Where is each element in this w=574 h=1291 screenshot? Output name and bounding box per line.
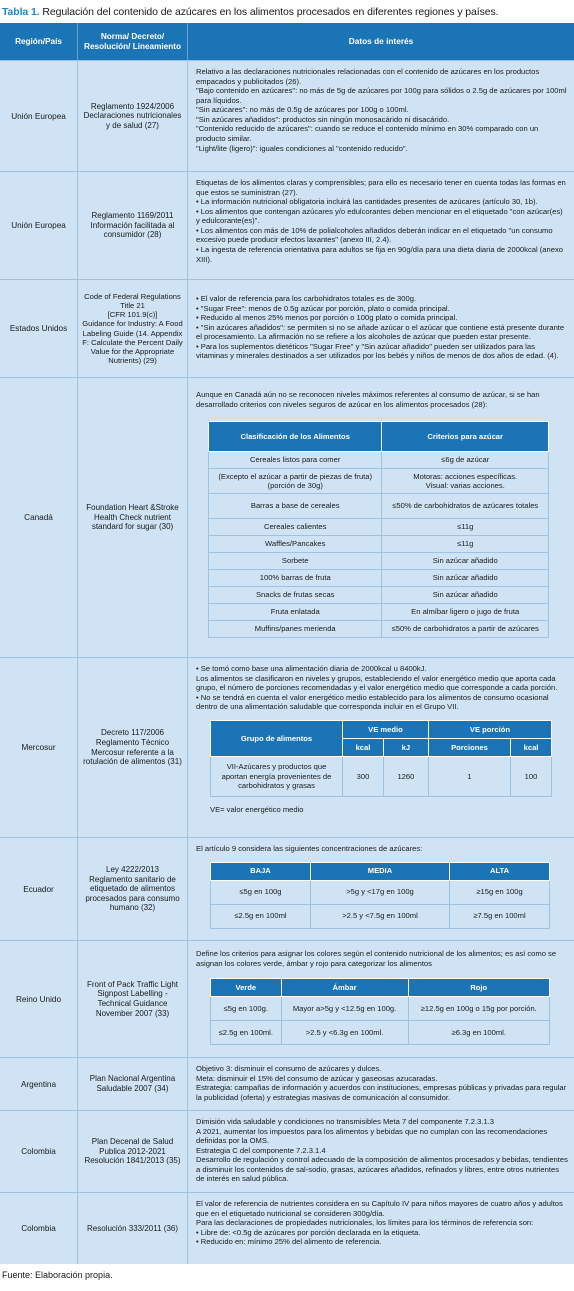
- cell: ≥6.3g en 100ml.: [408, 1021, 549, 1045]
- header-norma: Norma/ Decreto/ Resolución/ Lineamiento: [78, 23, 188, 60]
- cell: Sorbete: [209, 553, 382, 570]
- cell: (Excepto el azúcar a partir de piezas de fruta) (porción de 30g): [209, 469, 382, 494]
- cell: ≤50% de carbohidratos de azúcares totales: [382, 494, 549, 519]
- table-header: [0, 23, 574, 60]
- row-norma: Reglamento 1924/2006 Declaraciones nutricionales y de salud (27): [78, 61, 188, 171]
- cell: ≤11g: [382, 519, 549, 536]
- cell: >2.5 y <7.5g en 100ml: [310, 904, 449, 928]
- table-row: [0, 377, 574, 657]
- table-footer: Fuente: Elaboración propia.: [2, 1270, 113, 1280]
- ecuador-levels-table: [210, 862, 550, 929]
- row-norma: Code of Federal Regulations Title 21 [CFR 101.9(c)] Guidance for Industry: A Food Labeling Guide (14. Appendix F: Calculate the Percent Daily Value for the Appropriate Nutrients) (29): [78, 280, 188, 377]
- table-row: [0, 171, 574, 279]
- table-row: [0, 279, 574, 377]
- table-row: [0, 657, 574, 837]
- cell: En almíbar ligero o jugo de fruta: [382, 604, 549, 621]
- cell: 1: [428, 756, 510, 796]
- caption-text: Regulación del contenido de azúcares en los alimentos procesados en diferentes regiones y países.: [42, 6, 499, 18]
- cell: ≤6g de azúcar: [382, 452, 549, 469]
- row-region: Unión Europea: [0, 61, 78, 171]
- table-row: [0, 940, 574, 1057]
- cell: Muffins/panes merienda: [209, 621, 382, 638]
- cell: Sin azúcar añadido: [382, 553, 549, 570]
- row-region: Colombia: [0, 1111, 78, 1192]
- row-text: Etiquetas de los alimentos claras y comprensibles; para ello es necesario tener en cuenta todas las formas en que estos se suministran (27). • La información nutricional obligatoria incluirá las cantidades presentes de azúcares (artículo 30, 1b). • Los alimentos que contengan azúcares y/o edulcorantes deben mencionar en el etiquetado "con azúcar(es) y edulcorante(es)". • Los alimentos con más de 10% de polialcoholes añadidos deberán indicar en el etiquetado "un consumo excesivo puede producir efectos laxantes" (anexo III, 2.4). • La ingesta de referencia orientativa para adultos se fija en 90g/día para una dieta diaria de 2000kcal (anexo XIII).: [196, 178, 566, 264]
- row-region: Argentina: [0, 1058, 78, 1110]
- cell: >5g y <17g en 100g: [310, 880, 449, 904]
- row-region: Ecuador: [0, 838, 78, 940]
- row-norma: Ley 4222/2013 Reglamento sanitario de etiquetado de alimentos procesados para consumo humano (32): [78, 838, 188, 940]
- table-header-cell: kJ: [383, 738, 428, 756]
- cell: ≤2.5g en 100ml: [211, 904, 311, 928]
- canada-criteria-table: [208, 421, 549, 638]
- table-header-cell: BAJA: [211, 862, 311, 880]
- cell: ≤2.5g en 100ml.: [211, 1021, 282, 1045]
- table-header-cell: Criterios para azúcar: [382, 422, 549, 452]
- table-caption: [2, 6, 498, 18]
- cell: ≥7.5g en 100ml: [450, 904, 550, 928]
- row-region: Estados Unidos: [0, 280, 78, 377]
- row-norma: Foundation Heart &Stroke Health Check nutrient standard for sugar (30): [78, 378, 188, 657]
- table-row: [0, 1057, 574, 1110]
- table-header-cell: VE porción: [428, 720, 551, 738]
- cell: 100: [511, 756, 552, 796]
- table-header-cell: VE medio: [343, 720, 429, 738]
- row-norma: Resolución 333/2011 (36): [78, 1193, 188, 1264]
- mercosur-energy-table: [210, 720, 552, 797]
- row-norma: Reglamento 1169/2011 Información facilitada al consumidor (28): [78, 172, 188, 279]
- caption-label: Tabla 1.: [2, 6, 40, 18]
- cell: Cereales calientes: [209, 519, 382, 536]
- table-header-cell: Verde: [211, 979, 282, 997]
- cell: >2.5 y <6.3g en 100ml.: [281, 1021, 408, 1045]
- cell: Waffles/Pancakes: [209, 536, 382, 553]
- cell: 1260: [383, 756, 428, 796]
- cell: Barras a base de cereales: [209, 494, 382, 519]
- cell: ≥15g en 100g: [450, 880, 550, 904]
- table-header-cell: Porciones: [428, 738, 510, 756]
- table-row: [0, 1110, 574, 1192]
- row-text: Objetivo 3: disminuir el consumo de azúcares y dulces. Meta: disminuir el 15% del consumo de azúcar y gaseosas azucaradas. Estrategia: campañas de información y acuerdos con instituciones, empresas públicas y privadas para regular la publicidad (oferta) y estrategias masivas de comunicación al consumidor.: [196, 1064, 567, 1102]
- cell: ≤50% de carbohidratos a partir de azúcares: [382, 621, 549, 638]
- cell: 300: [343, 756, 384, 796]
- row-region: Mercosur: [0, 658, 78, 837]
- cell: VII-Azúcares y productos que aportan energía provenientes de carbohidratos y grasas: [211, 756, 343, 796]
- cell: Cereales listos para comer: [209, 452, 382, 469]
- table-row: [0, 60, 574, 171]
- table-row: [0, 1192, 574, 1264]
- cell: Motoras: acciones específicas. Visual: varias acciones.: [382, 469, 549, 494]
- table-header-cell: Rojo: [408, 979, 549, 997]
- row-region: Canadá: [0, 378, 78, 657]
- row-region: Reino Unido: [0, 941, 78, 1057]
- row-region: Colombia: [0, 1193, 78, 1264]
- table-header-cell: ALTA: [450, 862, 550, 880]
- row-text: Aunque en Canadá aún no se reconocen niveles máximos referentes al consumo de azúcar, si se han desarrollado criterios con niveles seguros de azúcar en los alimentos procesados (28):: [196, 390, 540, 409]
- cell: Fruta enlatada: [209, 604, 382, 621]
- table-header-cell: kcal: [343, 738, 384, 756]
- row-norma: Front of Pack Traffic Light Signpost Labelling - Technical Guidance November 2007 (33): [78, 941, 188, 1057]
- cell: Sin azúcar añadido: [382, 587, 549, 604]
- table-header-cell: Grupo de alimentos: [211, 720, 343, 756]
- row-text: • Se tomó como base una alimentación diaria de 2000kcal u 8400kJ. Los alimentos se clasificaron en niveles y grupos, estableciendo el valor energético medio que aporta cada grupo, el número de porciones recomendadas y el valor energético medio que corresponde a cada porción. • No se tendrá en cuenta el valor energético medio establecido para los alimentos de consumo ocasional dentro de una alimentación saludable que corresponda incluir en el Grupo VII.: [196, 664, 558, 712]
- cell: ≤11g: [382, 536, 549, 553]
- row-text: El valor de referencia de nutrientes considera en su Capítulo IV para niños mayores de cuatro años y adultos que en el etiquetado nutricional se consideren 300g/día. Para las declaraciones de propiedades nutricionales, los límites para los términos de referencia son: • Libre de: <0.5g de azúcares por porción declarada en la etiqueta. • Reducido en: mínimo 25% del alimento de referencia.: [196, 1199, 563, 1247]
- row-region: Unión Europea: [0, 172, 78, 279]
- table-header-cell: Ámbar: [281, 979, 408, 997]
- cell: ≤5g en 100g: [211, 880, 311, 904]
- row-text: Define los criterios para asignar los colores según el contenido nutricional de los alimentos; es así como se asignan los colores verde, ámbar y rojo para categorizar los alimentos: [196, 949, 557, 968]
- cell: Sin azúcar añadido: [382, 570, 549, 587]
- table-header-cell: Clasificación de los Alimentos: [209, 422, 382, 452]
- cell: ≥12.5g en 100g o 15g por porción.: [408, 997, 549, 1021]
- row-norma: Decreto 117/2006 Reglamento Técnico Mercosur referente a la rotulación de alimentos (31): [78, 658, 188, 837]
- row-text: Relativo a las declaraciones nutricionales relacionadas con el contenido de azúcares en los productos empacados y publicitados (26). "Bajo contenido en azúcares": no más de 5g de azúcares por 100g para sólidos o 2.5g de azúcares por 100ml para líquidos. "Sin azúcares": no más de 0.5g de azúcares por 100g o 100ml. "Sin azúcares añadidos": productos sin ningún monosacárido ni disacárido. "Contenido reducido de azúcares": cuando se reduce el contenido mínimo en 30% comparado con un producto similar. "Light/lite (ligero)": iguales condiciones al "contenido reducido".: [196, 67, 567, 153]
- row-text: • El valor de referencia para los carbohidratos totales es de 300g. • "Sugar Free": menos de 0.5g azúcar por porción, plato o comida principal. • Reducido al menos 25% menos por porción o 100g plato o comida principal. • "Sin azúcares añadidos": se permiten si no se añade azúcar o el azúcar que contiene está presente durante el procesamiento. La afirmación no se refiere a los alcoholes de azúcar que pueden estar presente. • Para los suplementos dietéticos "Sugar Free" y "Sin azúcar añadido" pueden ser utilizados para las vitaminas y minerales destinados a ser utilizados por los bebés y niños de menos de dos años de edad. (4).: [196, 294, 565, 361]
- header-datos: Datos de interés: [348, 36, 414, 47]
- row-norma: Plan Nacional Argentina Saludable 2007 (34): [78, 1058, 188, 1110]
- row-norma: Plan Decenal de Salud Publica 2012-2021 Resolución 1841/2013 (35): [78, 1111, 188, 1192]
- table-header-cell: kcal: [511, 738, 552, 756]
- row-text: Dimisión vida saludable y condiciones no transmisibles Meta 7 del componente 7.2.3.1.3 A 2021, aumentar los impuestos para los alimentos y bebidas que no cumplan con las recomendaciones definidas por la OMS. Estrategia C del componente 7.2.3.1.4 Desarrollo de regulación y control adecuado de la composición de alimentos procesados y bebidas, tendientes a disminuir los contenidos de sal-sodio, grasas, azúcares añadidos, refinados y libres, entre otros nutrientes de interés en salud pública.: [196, 1117, 568, 1184]
- header-region: Región/País: [0, 23, 78, 60]
- cell: Mayor a>5g y <12.5g en 100g.: [281, 997, 408, 1021]
- table-row: [0, 837, 574, 940]
- cell: 100% barras de fruta: [209, 570, 382, 587]
- row-text: El artículo 9 considera las siguientes concentraciones de azúcares:: [196, 844, 423, 853]
- table-note: VE= valor energético medio: [210, 804, 304, 814]
- cell: ≤5g en 100g.: [211, 997, 282, 1021]
- cell: Snacks de frutas secas: [209, 587, 382, 604]
- uk-traffic-light-table: [210, 978, 550, 1045]
- table-header-cell: MEDIA: [310, 862, 449, 880]
